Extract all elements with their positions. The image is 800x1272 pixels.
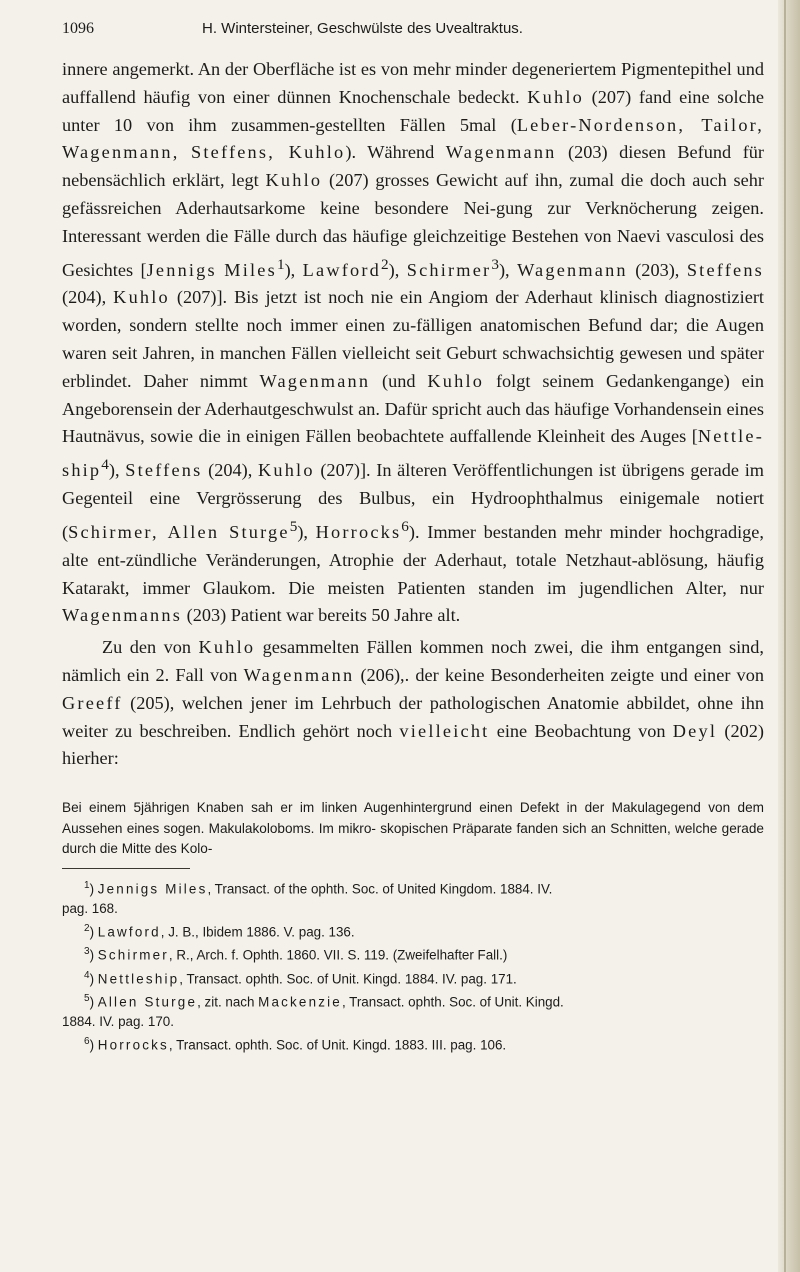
- text-line: gung zur Verknöcherung zeigen. Interessant werden die Fälle durch das: [62, 197, 764, 246]
- footnote-ref[interactable]: 6: [401, 517, 409, 535]
- citation: , J. B., Ibidem 1886. V. pag. 136.: [160, 924, 355, 940]
- footnote-number: 4: [84, 969, 90, 981]
- text-line: gesammelten Fällen kommen noch zwei, die: [255, 637, 604, 658]
- text-line: ). Immer bestanden mehr minder hochgradige, alte ent-: [62, 522, 764, 570]
- text-line: von: [638, 720, 673, 741]
- author-name: Deyl: [672, 720, 718, 741]
- text-line: (204),: [62, 287, 114, 308]
- author-name: Horrocks: [97, 1037, 169, 1053]
- text-line: eine Beobachtung: [489, 720, 631, 741]
- text-line: (203) diesen Befund für: [568, 142, 765, 163]
- citation: , R., Arch. f. Ophth. 1860. VII. S. 119. (Zweifelhafter Fall.): [168, 947, 508, 963]
- author-name: Wagenmann: [517, 259, 628, 280]
- text-line: ),: [108, 460, 126, 481]
- text-line: häufige gleichzeitige Bestehen von Naevi vasculosi des Gesichtes [: [62, 225, 764, 280]
- author-name: Greeff: [62, 692, 123, 713]
- author-name: Steffens: [125, 460, 203, 481]
- text-line: Gedankengange) ein Angeborensein der Aderhautgeschwulst an. Dafür: [62, 370, 765, 419]
- text-line: später erblindet. Daher nimmt: [62, 343, 765, 391]
- emphasis: vielleicht: [399, 720, 490, 741]
- text-line: (207)]. In älteren Veröffentlichungen: [314, 460, 594, 481]
- case-report-text: [62, 798, 764, 860]
- author-name: Leber-Nordenson, Tailor, Wagenmann,: [62, 114, 764, 163]
- text-line: spricht auch das häufige Vorhandensein eines Hautnävus, sowie die in: [62, 398, 765, 447]
- footnote-number: 1: [84, 880, 90, 891]
- citation: pag. 168.: [62, 901, 118, 917]
- page-number: 1096: [62, 20, 94, 37]
- footnotes: [62, 876, 764, 1055]
- text-line: zu beschreiben. Endlich gehört noch: [114, 720, 400, 741]
- author-name: Steffens: [686, 259, 764, 280]
- author-name: Wagenmanns: [62, 605, 183, 626]
- citation: , zit. nach: [197, 994, 259, 1010]
- author-name: Nettleship: [97, 971, 180, 987]
- text-line: ist übrigens gerade im Gegenteil eine Vergrösserung des Bulbus, ein: [62, 460, 765, 509]
- footnote-5: $^5$) Allen Sturge, zit. nach Mackenzie, Transact. ophth. Soc. of Unit. Kingd.: [84, 992, 564, 1010]
- text-line: innere angemerkt. An der Oberfläche ist es von mehr minder degeneriertem: [62, 59, 617, 79]
- footnote-number: 6: [84, 1035, 90, 1047]
- footnote-6: $^6$) Horrocks, Transact. ophth. Soc. of Unit. Kingd. 1883. III. pag. 106.: [84, 1035, 507, 1053]
- footnote-ref[interactable]: 2: [381, 255, 389, 273]
- text-line: ablösung, häufig Katarakt, immer Glaukom. Die meisten Patienten: [62, 549, 765, 598]
- page-edge-line: [784, 0, 786, 1272]
- author-name: Allen Sturge: [97, 994, 198, 1010]
- citation: 1884. IV. pag. 170.: [62, 1014, 174, 1030]
- text-line: (203),: [627, 259, 687, 280]
- author-name: Kuhlo: [427, 370, 485, 391]
- text-line: ihm entgangen sind, nämlich ein 2. Fall von: [62, 637, 765, 686]
- text-line: Hydroophthalmus einigemale notiert (: [62, 488, 765, 543]
- footnote-ref[interactable]: 4: [101, 456, 109, 474]
- text-line: Pigmentepithel und auffallend häufig von einer dünnen Knochenschale: [62, 59, 764, 107]
- footnote-1: $^1$) Jennigs Miles, Transact. of the ophth. Soc. of United Kingdom. 1884. IV.: [84, 880, 553, 897]
- text-line: einigen Fällen beobachtete auffallende Kleinheit des Auges [: [246, 426, 698, 447]
- text-line: skopischen Präparate fanden sich an Schnitten, welche gerade durch die Mitte des Kolo-: [62, 820, 764, 856]
- paragraph-2: [62, 634, 764, 773]
- text-line: ). Während: [345, 142, 435, 163]
- text-line: fälligen anatomischen Befund dar; die Augen waren seit Jahren, in: [62, 315, 764, 364]
- footnote-divider: [62, 868, 190, 869]
- footnote-number: 2: [84, 923, 90, 935]
- author-name: Mackenzie: [258, 994, 342, 1010]
- text-line: (207) grosses Gewicht auf ihn, zumal: [329, 170, 615, 191]
- author-name: Wagenmann: [243, 665, 355, 686]
- author-name: Schirmer: [406, 259, 492, 280]
- author-name: Nettle-: [697, 426, 764, 447]
- author-name: Kuhlo: [113, 287, 170, 308]
- author-name: Kuhlo: [257, 460, 315, 481]
- footnote-1-cont: [62, 899, 764, 919]
- text-line: ),: [498, 259, 518, 280]
- footnote-4: $^4$) Nettleship, Transact. ophth. Soc. of Unit. Kingd. 1884. IV. pag. 171.: [84, 969, 517, 987]
- author-name: Wagenmann: [445, 142, 557, 163]
- footnote-ref[interactable]: 3: [491, 255, 499, 273]
- author-name: Kuhlo: [527, 86, 584, 107]
- author-name: Lawford: [302, 259, 381, 280]
- text-line: (207) fand eine solche unter 10 von ihm zusammen-: [62, 86, 764, 135]
- text-line: nebensächlich erklärt, legt: [62, 170, 259, 191]
- footnote-2: $^2$) Lawford, J. B., Ibidem 1886. V. pag. 136.: [84, 923, 355, 940]
- author-name: Horrocks: [315, 522, 402, 543]
- text-line: die doch auch sehr gefässreichen Aderhautsarkome keine besondere Nei-: [62, 170, 764, 218]
- text-line: (und: [370, 370, 428, 391]
- text-line: bereits 50 Jahre alt.: [318, 605, 461, 626]
- author-name: Schirmer, Allen Sturge: [68, 522, 290, 543]
- text-line: (206),. der: [354, 665, 439, 686]
- text-line: Zu den von: [102, 637, 199, 658]
- author-name: Kuhlo: [198, 637, 256, 658]
- text-line: Bei einem 5jährigen Knaben sah er im linken Augenhintergrund einen Defekt: [62, 800, 560, 815]
- text-line: ),: [284, 259, 303, 280]
- running-title: H. Wintersteiner, Geschwülste des Uvealtraktus.: [202, 20, 523, 37]
- text-line: bedeckt.: [458, 86, 520, 107]
- author-name: Lawford: [97, 924, 161, 940]
- text-line: (207)]. Bis jetzt ist noch nie ein Angiom der Aderhaut: [169, 287, 593, 308]
- author-name: Jennigs: [146, 259, 217, 280]
- text-line: folgt seinem: [484, 370, 595, 391]
- text-line: (205), welchen jener: [122, 692, 287, 713]
- page-edge: [778, 0, 800, 1272]
- text-line: manchen Fällen vielleicht seit Geburt schwachsichtig gewesen und: [219, 343, 716, 364]
- footnote-3: $^3$) Schirmer, R., Arch. f. Ophth. 1860. VII. S. 119. (Zweifelhafter Fall.): [84, 946, 508, 963]
- text-line: klinisch diagnostiziert worden, sondern stellte noch immer einen zu-: [62, 287, 765, 336]
- author-name: Steffens, Kuhlo: [191, 142, 346, 163]
- citation: , Transact. of the ophth. Soc. of United Kingdom. 1884. IV.: [207, 881, 553, 897]
- text-line: in der Makulagegend von dem Aussehen eines sogen. Makulakoloboms. Im mikro-: [62, 800, 764, 836]
- text-line: zündliche Veränderungen, Atrophie der Aderhaut, totale Netzhaut-: [125, 549, 638, 570]
- text-line: (202) hierher:: [62, 720, 764, 769]
- footnote-ref[interactable]: 5: [289, 517, 298, 535]
- citation: , Transact. ophth. Soc. of Unit. Kingd. 1883. III. pag. 106.: [168, 1037, 507, 1053]
- text-line: ),: [388, 259, 407, 280]
- paragraph-1: [62, 56, 764, 630]
- text-line: standen im jugendlichen Alter, nur: [478, 577, 764, 598]
- text-line: ),: [297, 522, 308, 543]
- text-line: keine Besonderheiten zeigte und einer von: [444, 665, 764, 686]
- author-name: ship: [62, 460, 102, 481]
- main-text: [62, 56, 764, 773]
- text-line: im Lehrbuch der pathologischen Anatomie abbildet, ohne ihn weiter: [62, 692, 764, 741]
- footnote-number: 3: [84, 946, 90, 958]
- footnote-ref[interactable]: 1: [276, 255, 285, 273]
- author-name: Jennigs Miles: [97, 881, 208, 897]
- footnote-number: 5: [84, 992, 90, 1004]
- citation: , Transact. ophth. Soc. of Unit. Kingd. 1884. IV. pag. 171.: [179, 971, 517, 987]
- citation: , Transact. ophth. Soc. of Unit. Kingd.: [341, 994, 564, 1010]
- author-name: Schirmer: [97, 947, 169, 963]
- footnote-5-cont: [62, 1012, 764, 1032]
- author-name: Kuhlo: [265, 170, 323, 191]
- author-name: Wagenmann: [259, 370, 371, 391]
- text-line: (203) Patient war: [182, 605, 314, 626]
- author-name: Miles: [224, 259, 277, 280]
- text-line: gestellten Fällen 5mal (: [315, 114, 517, 135]
- text-line: (204),: [202, 460, 258, 481]
